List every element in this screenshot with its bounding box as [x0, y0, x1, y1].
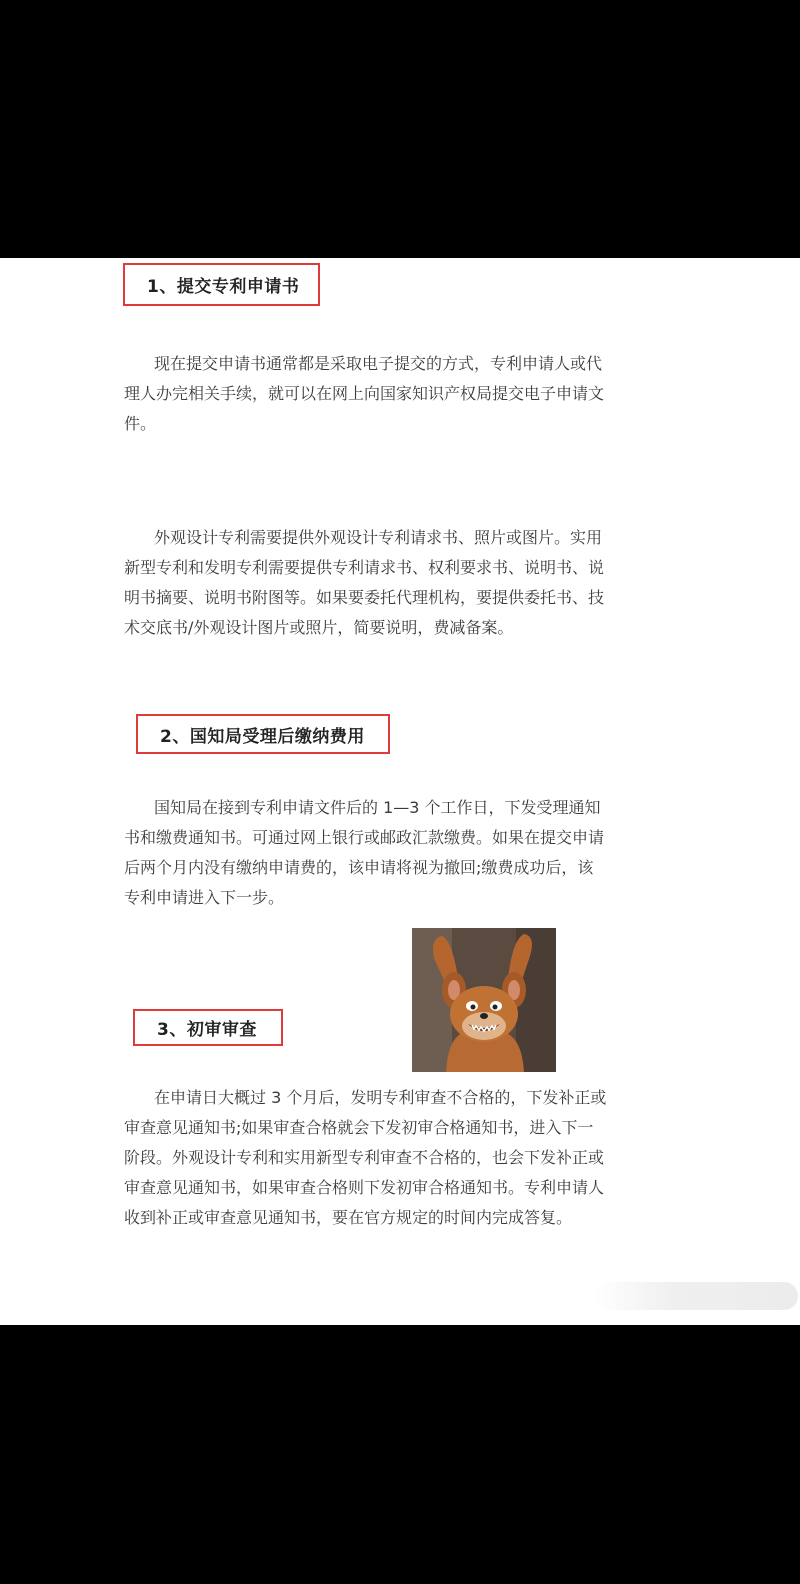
cartoon-mouse-raising-arms-icon [412, 928, 556, 1072]
top-letterbox [0, 0, 800, 258]
text-line: 国知局在接到专利申请文件后的 1—3 个工作日，下发受理通知 [154, 798, 601, 817]
text-line: 新型专利和发明专利需要提供专利请求书、权利要求书、说明书、说 [124, 558, 605, 577]
text-line: 在申请日大概过 3 个月后，发明专利审查不合格的，下发补正或 [154, 1088, 607, 1107]
text-line: 理人办完相关手续，就可以在网上向国家知识产权局提交电子申请文 [124, 384, 605, 403]
text-line: 现在提交申请书通常都是采取电子提交的方式，专利申请人或代 [154, 354, 603, 373]
text-line: 明书摘要、说明书附图等。如果要委托代理机构，要提供委托书、技 [124, 588, 605, 607]
section-2-heading [136, 714, 390, 754]
section-3-heading [133, 1009, 283, 1046]
text-line: 阶段。外观设计专利和实用新型专利审查不合格的，也会下发补正或 [124, 1148, 605, 1167]
section-3-heading-text: 3、初审审查 [157, 1020, 257, 1040]
document-page [0, 258, 800, 1325]
text-line: 审查意见通知书;如果审查合格就会下发初审合格通知书，进入下一 [124, 1118, 594, 1137]
section-2-paragraph-1 [124, 793, 684, 913]
text-line: 收到补正或审查意见通知书，要在官方规定的时间内完成答复。 [124, 1208, 573, 1227]
bottom-letterbox [0, 1325, 800, 1584]
text-line: 外观设计专利需要提供外观设计专利请求书、照片或图片。实用 [154, 528, 603, 547]
section-3-paragraph-1 [124, 1083, 684, 1233]
text-line: 术交底书/外观设计图片或照片，简要说明，费减备案。 [124, 618, 514, 637]
text-line: 审查意见通知书，如果审查合格则下发初审合格通知书。专利申请人 [124, 1178, 605, 1197]
section-1-paragraph-2 [124, 523, 684, 643]
text-line: 书和缴费通知书。可通过网上银行或邮政汇款缴费。如果在提交申请 [124, 828, 605, 847]
section-1-heading [123, 263, 320, 306]
text-line: 件。 [124, 414, 157, 433]
section-1-heading-text: 1、提交专利申请书 [147, 277, 300, 297]
watermark-overlay [594, 1282, 798, 1310]
section-2-heading-text: 2、国知局受理后缴纳费用 [160, 726, 365, 747]
text-line: 后两个月内没有缴纳申请费的，该申请将视为撤回;缴费成功后，该 [124, 858, 594, 877]
section-1-paragraph-1 [124, 349, 684, 439]
text-line: 专利申请进入下一步。 [124, 888, 285, 907]
